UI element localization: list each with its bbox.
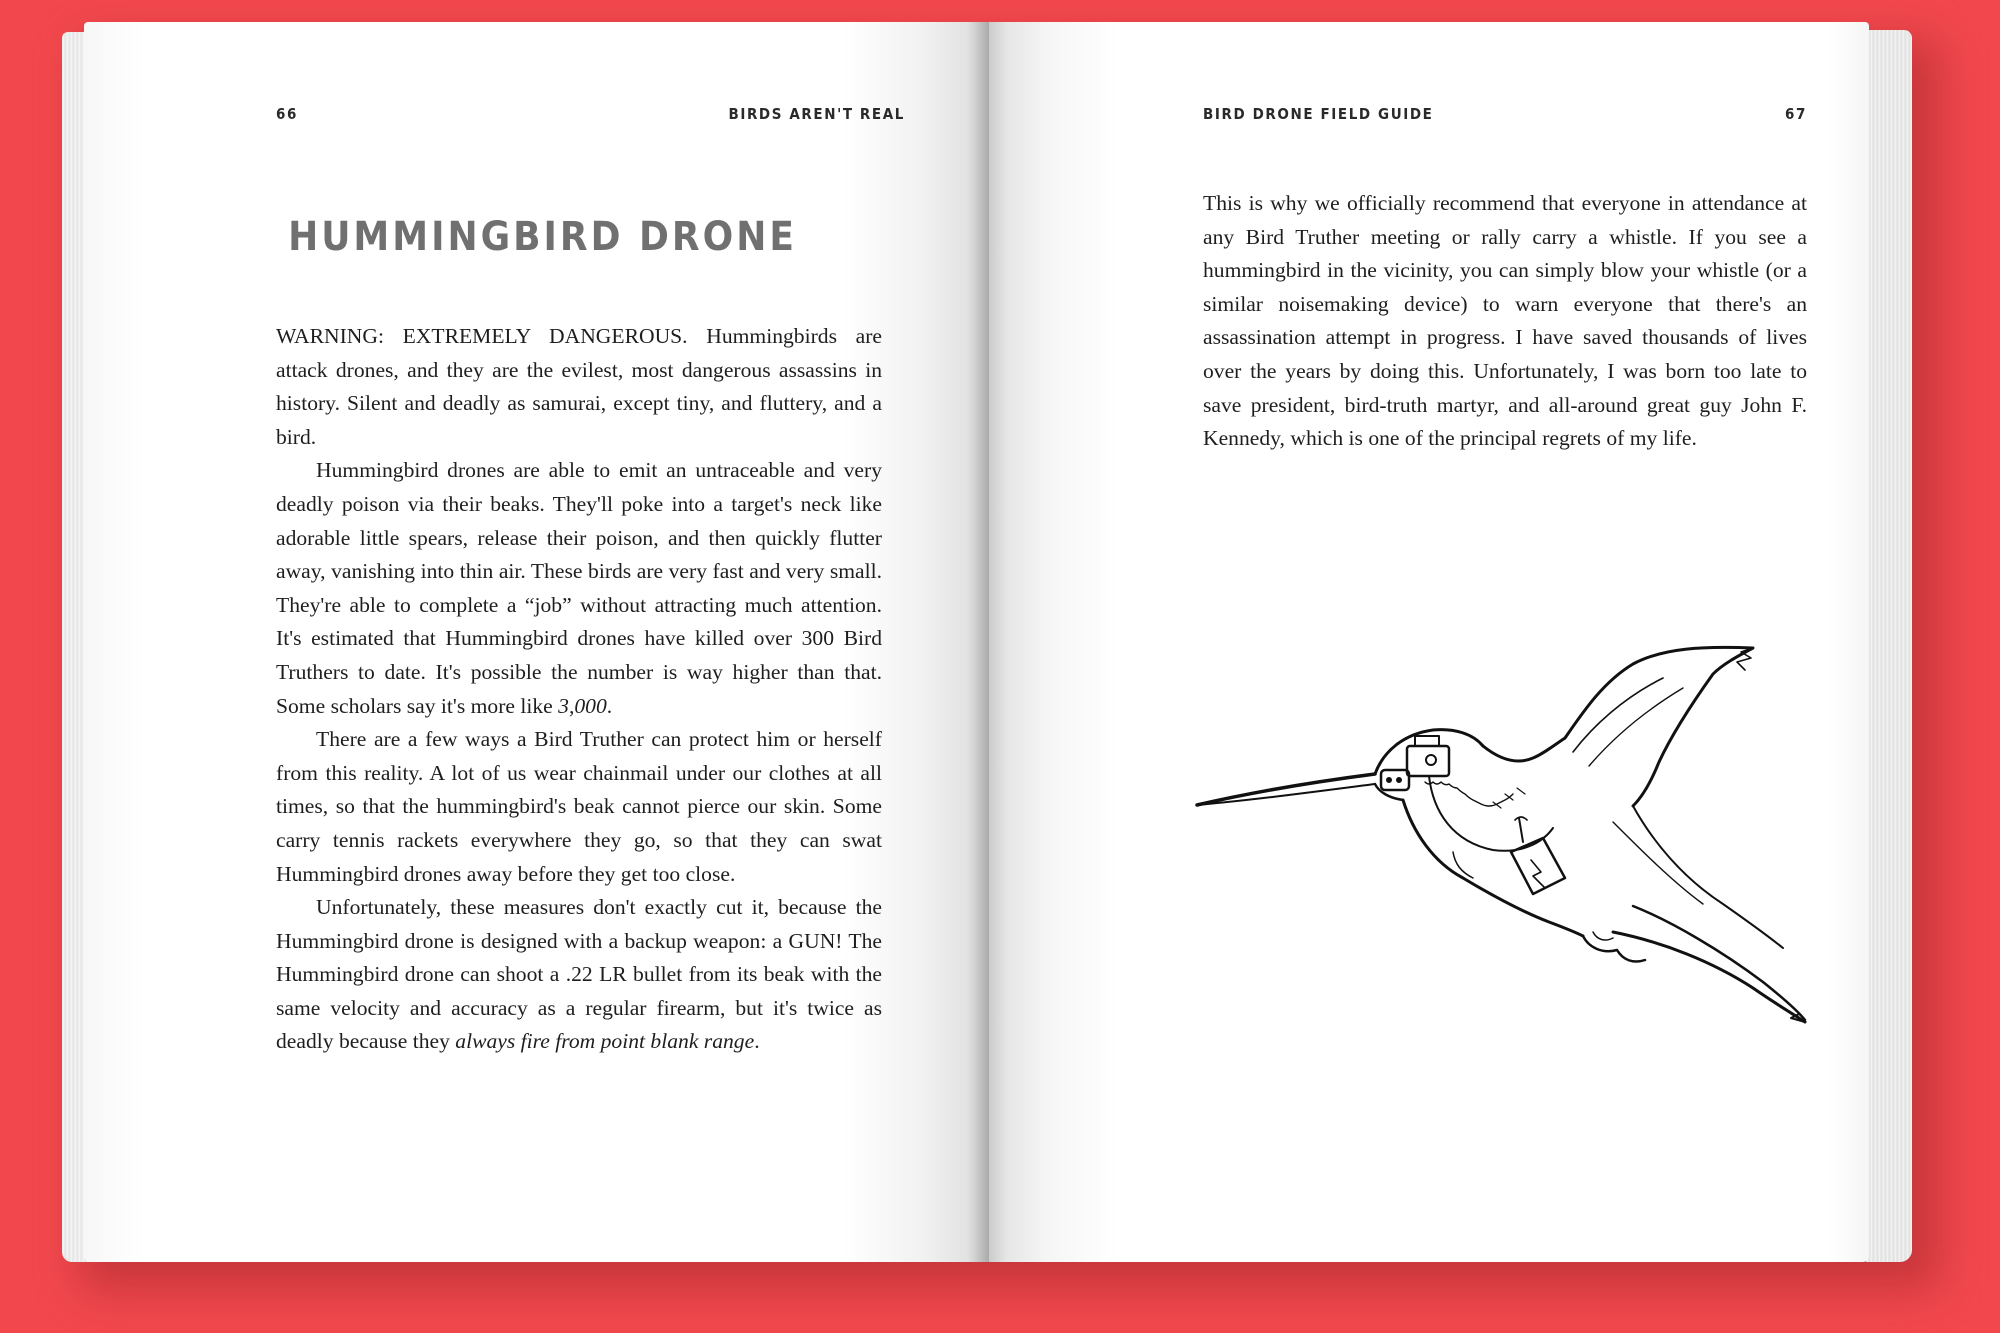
paragraph-protection: There are a few ways a Bird Truther can protect him or herself from this reality. A lot of us wear chainmail under our clothes at all times, so that the hummingbird's beak cannot pierce our skin. Some carry tennis rackets everywhere they go, so that they can swat Hummingbird drones away before they get too close. (276, 727, 882, 886)
emphasis-point-blank: always fire from point blank range (455, 1029, 755, 1054)
left-page (84, 22, 989, 1262)
right-running-head: BIRD DRONE FIELD GUIDE (1203, 105, 1434, 123)
right-page-number: 67 (1785, 105, 1807, 123)
left-page-number: 66 (276, 105, 298, 123)
right-page (989, 22, 1869, 1262)
paragraph-whistle: This is why we officially recommend that everyone in attendance at any Bird Truther meeting or rally carry a whistle. If you see a hummingbird in the vicinity, you can simply blow your whistle (or a similar noisemaking device) to warn everyone that there's an assassination attempt in progress. I have saved thousands of lives over the years by doing this. Unfortunately, I was born too late to save president, bird-truth martyr, and all-around great guy John F. Kennedy, which is one of the principal regrets of my life. (1203, 191, 1807, 451)
period: . (606, 693, 613, 718)
paragraph-poison-text: Hummingbird drones are able to emit an untraceable and very deadly poison via their beaks. They'll poke into a target's neck like adorable little spears, release their poison, and then quickly flutter away, vanishing into thin air. These birds are very fast and very small. They're able to complete a “job” without attracting much attention. It's estimated that Hummingbird drones have killed over 300 Bird Truthers to date. It's possible the number is way higher than that. Some scholars say it's more like (276, 458, 882, 718)
paragraph-gun-text: Unfortunately, these measures don't exactly cut it, because the Hummingbird drone is designed with a backup weapon: a GUN! The Hummingbird drone can shoot a .22 LR bullet from its beak with the same velocity and accuracy as a regular firearm, but it's twice as deadly because they (276, 895, 882, 1054)
right-page-edges (1866, 30, 1912, 1262)
paragraph-warning: WARNING: EXTREMELY DANGEROUS. Hummingbirds are attack drones, and they are the evilest, most dangerous assassins in history. Silent and deadly as samurai, except tiny, and fluttery, and a bird. (276, 324, 882, 449)
open-book (62, 22, 1912, 1262)
paragraph-gun (276, 891, 882, 1059)
right-body-text (1203, 187, 1807, 456)
left-running-head: BIRDS AREN'T REAL (728, 105, 905, 123)
hummingbird-drone-icon (1193, 642, 1813, 1032)
emphasis-number: 3,000 (558, 693, 607, 718)
period: . (754, 1029, 760, 1054)
chapter-title: HUMMINGBIRD DRONE (288, 214, 797, 260)
paragraph-poison (276, 454, 882, 723)
left-body-text (276, 320, 882, 1059)
